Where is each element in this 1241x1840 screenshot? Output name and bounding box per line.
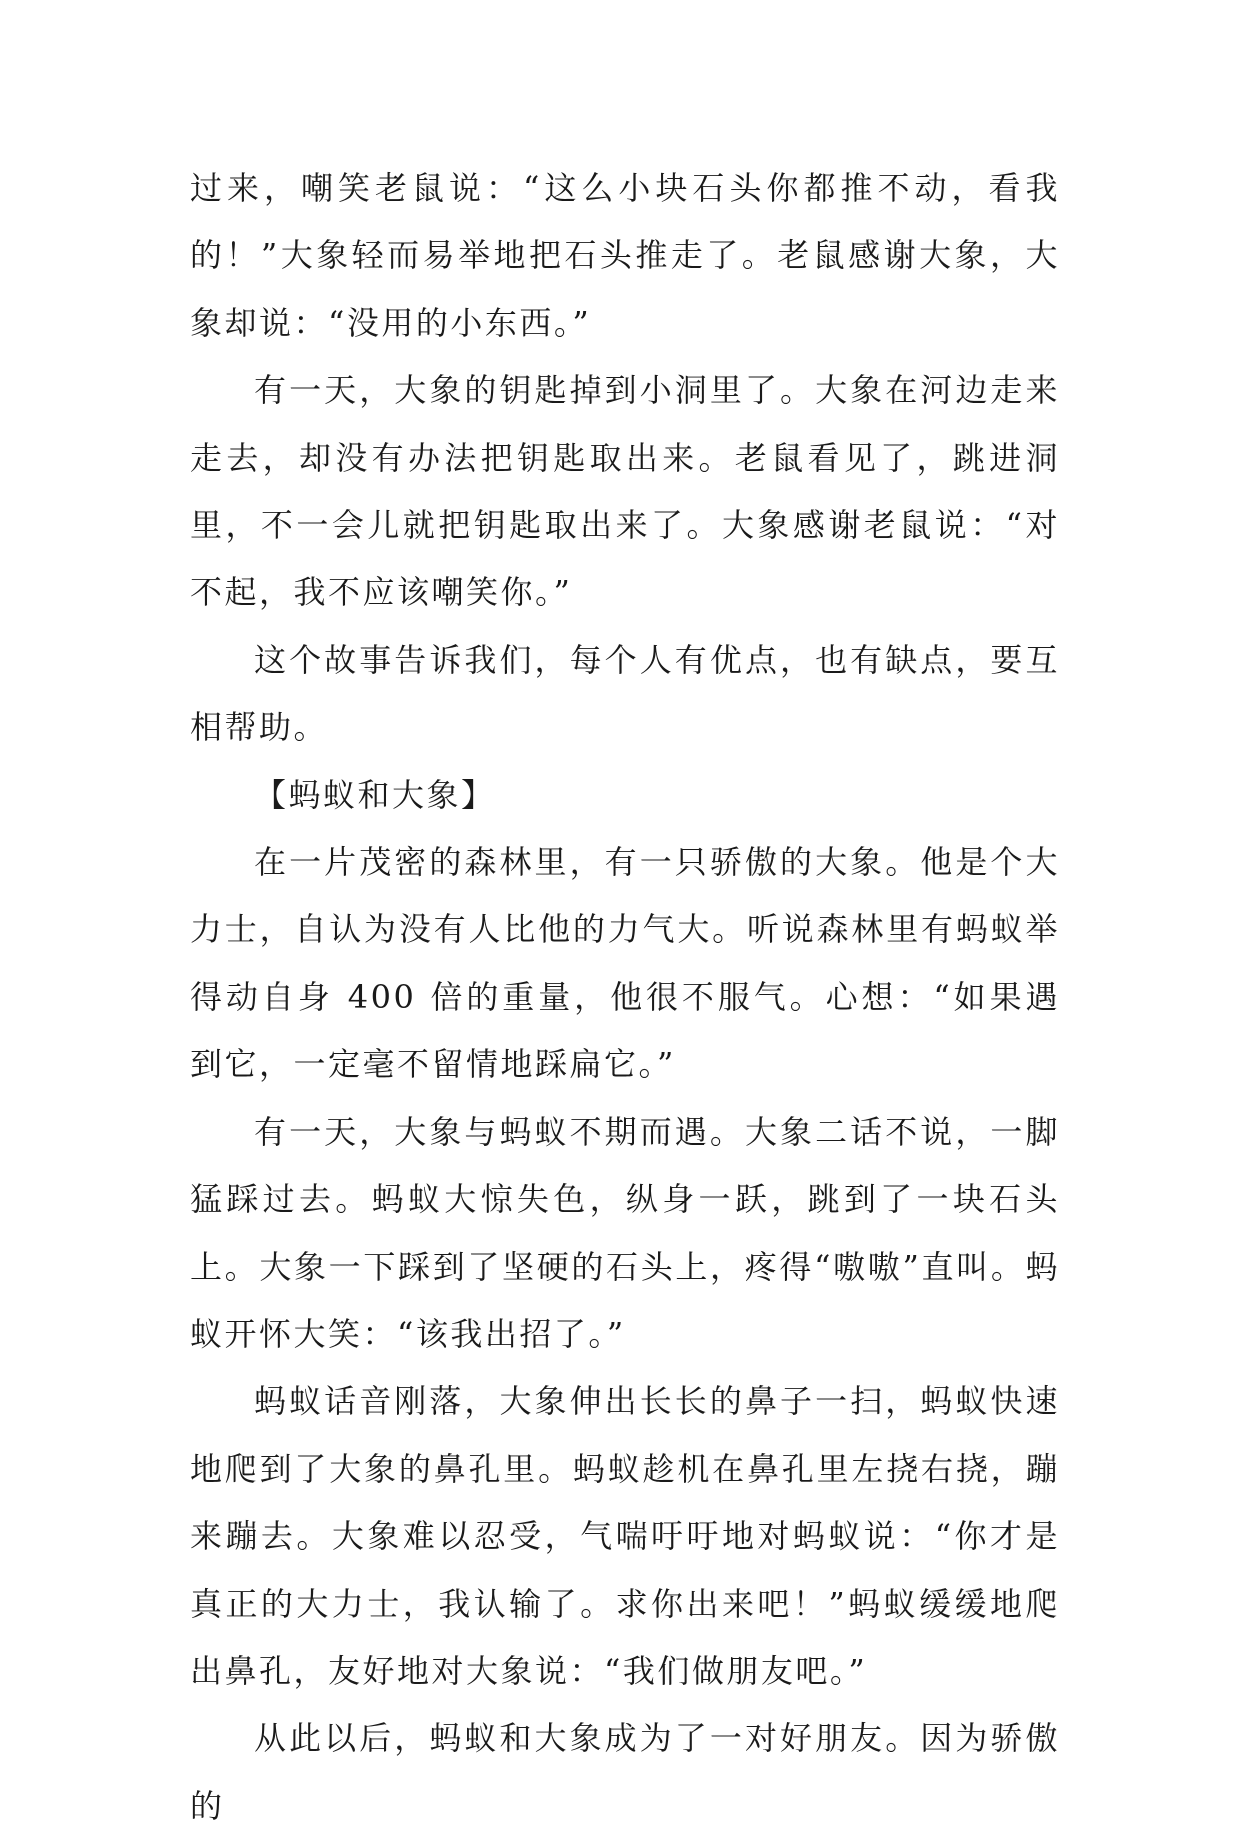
paragraph-2: 有一天，大象的钥匙掉到小洞里了。大象在河边走来走去，却没有办法把钥匙取出来。老鼠看见了，跳进洞里，不一会儿就把钥匙取出来了。大象感谢老鼠说：“对不起，我不应该嘲笑你。”: [190, 371, 1060, 612]
document-body: [190, 155, 1060, 1840]
section-heading: 【蚂蚁和大象】: [254, 775, 496, 814]
paragraph-7: 从此以后，蚂蚁和大象成为了一对好朋友。因为骄傲的: [190, 1719, 1060, 1825]
paragraph-4: 在一片茂密的森林里，有一只骄傲的大象。他是个大力士，自认为没有人比他的力气大。听说森林里有蚂蚁举得动自身 400 倍的重量，他很不服气。心想：“如果遇到它，一定毫不留情地踩扁它。”: [190, 843, 1060, 1084]
paragraph-3: 这个故事告诉我们，每个人有优点，也有缺点，要互相帮助。: [190, 640, 1060, 747]
paragraph-1: 过来，嘲笑老鼠说：“这么小块石头你都推不动，看我的！”大象轻而易举地把石头推走了。老鼠感谢大象，大象却说：“没用的小东西。”: [190, 169, 1060, 342]
paragraph-6: 蚂蚁话音刚落，大象伸出长长的鼻子一扫，蚂蚁快速地爬到了大象的鼻孔里。蚂蚁趁机在鼻孔里左挠右挠，蹦来蹦去。大象难以忍受，气喘吁吁地对蚂蚁说：“你才是真正的大力士，我认输了。求你出来吧！”蚂蚁缓缓地爬出鼻孔，友好地对大象说：“我们做朋友吧。”: [190, 1382, 1060, 1690]
paragraph-5: 有一天，大象与蚂蚁不期而遇。大象二话不说，一脚猛踩过去。蚂蚁大惊失色，纵身一跃，跳到了一块石头上。大象一下踩到了坚硬的石头上，疼得“嗷嗷”直叫。蚂蚁开怀大笑：“该我出招了。”: [190, 1112, 1060, 1353]
